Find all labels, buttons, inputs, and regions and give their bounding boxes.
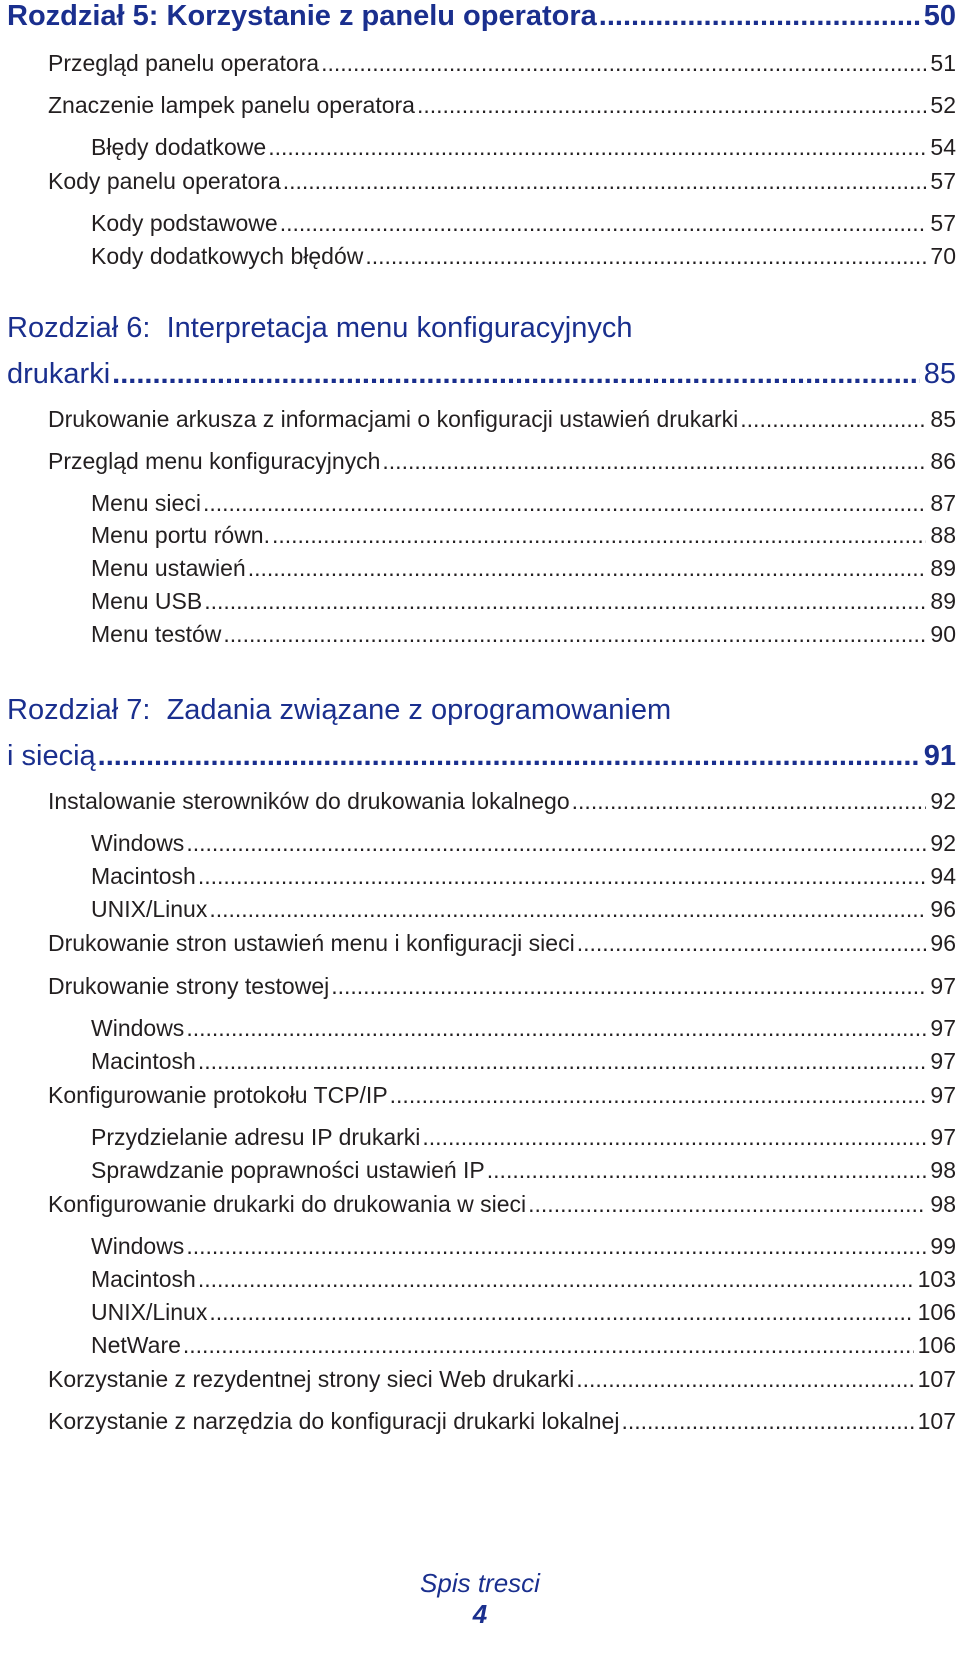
entry-label: Menu portu równ. (91, 522, 270, 548)
leader-dots (98, 740, 920, 773)
toc-subentry[interactable] (91, 555, 956, 582)
leader-dots (417, 92, 926, 119)
entry-label: Menu testów (91, 621, 222, 647)
chapter-6-heading-line2[interactable] (7, 358, 956, 391)
toc-subentry[interactable] (91, 1048, 956, 1075)
leader-dots (576, 1366, 913, 1393)
page-number: 54 (930, 134, 956, 160)
footer-title: Spis tresci (420, 1568, 540, 1598)
entry-label: UNIX/Linux (91, 1299, 208, 1325)
toc-entry[interactable] (48, 50, 956, 77)
entry-label: Korzystanie z narzędzia do konfiguracji drukarki lokalnej (48, 1408, 620, 1434)
leader-dots (390, 1082, 927, 1109)
page-number: 51 (930, 50, 956, 76)
chapter-title-cont: i siecią (7, 740, 96, 772)
leader-dots (283, 168, 927, 195)
leader-dots (198, 863, 927, 890)
page-number: 107 (917, 1366, 956, 1392)
entry-label: Przegląd menu konfiguracyjnych (48, 448, 381, 474)
entry-label: Kody podstawowe (91, 210, 278, 236)
page-number: 89 (930, 588, 956, 614)
toc-subentry[interactable] (91, 134, 956, 161)
toc-entry[interactable] (48, 406, 956, 433)
leader-dots (331, 973, 926, 1000)
entry-label: Drukowanie stron ustawień menu i konfiguracji sieci (48, 930, 575, 956)
chapter-6-heading-line1[interactable] (7, 312, 632, 345)
page-number: 107 (917, 1408, 956, 1434)
leader-dots (528, 1191, 926, 1218)
entry-label: Menu ustawień (91, 555, 246, 581)
toc-subentry[interactable] (91, 1266, 956, 1293)
page-number: 103 (917, 1266, 956, 1292)
toc-entry[interactable] (48, 973, 956, 1000)
entry-label: Kody dodatkowych błędów (91, 243, 364, 269)
toc-subentry[interactable] (91, 522, 956, 549)
entry-label: Sprawdzanie poprawności ustawień IP (91, 1157, 485, 1183)
entry-label: Przydzielanie adresu IP drukarki (91, 1124, 421, 1150)
page-number: 87 (930, 490, 956, 516)
toc-subentry[interactable] (91, 621, 956, 648)
entry-label: Macintosh (91, 863, 196, 889)
page-number: 90 (930, 621, 956, 647)
leader-dots (204, 588, 926, 615)
toc-subentry[interactable] (91, 490, 956, 517)
page-number: 50 (923, 0, 956, 32)
leader-dots (198, 1048, 927, 1075)
page-footer (0, 1568, 960, 1630)
chapter-7-heading-line1[interactable] (7, 694, 671, 727)
page-number: 57 (930, 168, 956, 194)
page-number: 99 (930, 1233, 956, 1259)
leader-dots (321, 50, 926, 77)
page-number: 70 (930, 243, 956, 269)
chapter-5-heading[interactable] (7, 0, 956, 33)
chapter-title: Interpretacja menu konfiguracyjnych (166, 312, 633, 344)
toc-subentry[interactable] (91, 1332, 956, 1359)
toc-subentry[interactable] (91, 830, 956, 857)
page-number: 92 (930, 788, 956, 814)
toc-entry[interactable] (48, 168, 956, 195)
leader-dots (223, 621, 926, 648)
page-number: 96 (930, 896, 956, 922)
toc-entry[interactable] (48, 788, 956, 815)
toc-entry[interactable] (48, 1082, 956, 1109)
page-number: 88 (930, 522, 956, 548)
leader-dots (382, 448, 926, 475)
page-number: 86 (930, 448, 956, 474)
toc-subentry[interactable] (91, 896, 956, 923)
toc-subentry[interactable] (91, 1233, 956, 1260)
entry-label: Korzystanie z rezydentnej strony sieci Web drukarki (48, 1366, 575, 1392)
chapter-prefix: Rozdział 7: (7, 694, 151, 726)
chapter-title: Rozdział 5: Korzystanie z panelu operatora (7, 0, 597, 32)
page-number: 91 (923, 740, 956, 772)
page-number: 94 (930, 863, 956, 889)
entry-label: Drukowanie strony testowej (48, 973, 330, 999)
leader-dots (112, 358, 920, 391)
leader-dots (272, 522, 926, 549)
page-number: 97 (930, 1015, 956, 1041)
leader-dots (209, 896, 926, 923)
toc-subentry[interactable] (91, 1015, 956, 1042)
leader-dots (209, 1299, 913, 1326)
page-number: 98 (930, 1191, 956, 1217)
leader-dots (186, 1233, 926, 1260)
leader-dots (280, 210, 927, 237)
leader-dots (740, 406, 926, 433)
toc-entry[interactable] (48, 448, 956, 475)
toc-entry[interactable] (48, 92, 956, 119)
leader-dots (621, 1408, 913, 1435)
page-number: 106 (917, 1332, 956, 1358)
toc-subentry[interactable] (91, 588, 956, 615)
page-number: 85 (923, 358, 956, 390)
toc-entry[interactable] (48, 930, 956, 957)
chapter-prefix: Rozdział 6: (7, 312, 151, 344)
entry-label: Menu USB (91, 588, 203, 614)
toc-subentry[interactable] (91, 243, 956, 270)
leader-dots (577, 930, 927, 957)
entry-label: Konfigurowanie drukarki do drukowania w sieci (48, 1191, 527, 1217)
entry-label: Znaczenie lampek panelu operatora (48, 92, 415, 118)
entry-label: Macintosh (91, 1048, 196, 1074)
page-number: 97 (930, 1124, 956, 1150)
toc-subentry[interactable] (91, 863, 956, 890)
page-number: 106 (917, 1299, 956, 1325)
toc-subentry[interactable] (91, 1299, 956, 1326)
chapter-7-heading-line2[interactable] (7, 740, 956, 773)
page-number: 96 (930, 930, 956, 956)
toc-entry[interactable] (48, 1408, 956, 1435)
toc-entry[interactable] (48, 1191, 956, 1218)
page-number: 57 (930, 210, 956, 236)
entry-label: Instalowanie sterowników do drukowania lokalnego (48, 788, 570, 814)
leader-dots (365, 243, 926, 270)
toc-entry[interactable] (48, 1366, 956, 1393)
leader-dots (599, 0, 920, 33)
entry-label: UNIX/Linux (91, 896, 208, 922)
leader-dots (487, 1157, 927, 1184)
page-number: 92 (930, 830, 956, 856)
page-number: 89 (930, 555, 956, 581)
entry-label: Kody panelu operatora (48, 168, 281, 194)
leader-dots (186, 1015, 926, 1042)
entry-label: Windows (91, 830, 185, 856)
leader-dots (268, 134, 926, 161)
entry-label: Konfigurowanie protokołu TCP/IP (48, 1082, 388, 1108)
page-number: 98 (930, 1157, 956, 1183)
chapter-title-cont: drukarki (7, 358, 111, 390)
entry-label: Windows (91, 1233, 185, 1259)
toc-subentry[interactable] (91, 1124, 956, 1151)
page-number: 52 (930, 92, 956, 118)
leader-dots (186, 830, 926, 857)
chapter-title: Zadania związane z oprogramowaniem (166, 694, 672, 726)
page-number: 97 (930, 1048, 956, 1074)
footer-page-number: 4 (472, 1599, 488, 1629)
entry-label: NetWare (91, 1332, 181, 1358)
leader-dots (422, 1124, 926, 1151)
leader-dots (198, 1266, 914, 1293)
entry-label: Przegląd panelu operatora (48, 50, 320, 76)
page-number: 97 (930, 973, 956, 999)
toc-subentry[interactable] (91, 1157, 956, 1184)
entry-label: Drukowanie arkusza z informacjami o konfiguracji ustawień drukarki (48, 406, 739, 432)
entry-label: Macintosh (91, 1266, 196, 1292)
entry-label: Menu sieci (91, 490, 201, 516)
leader-dots (572, 788, 927, 815)
leader-dots (248, 555, 927, 582)
entry-label: Błędy dodatkowe (91, 134, 267, 160)
page-number: 97 (930, 1082, 956, 1108)
toc-subentry[interactable] (91, 210, 956, 237)
entry-label: Windows (91, 1015, 185, 1041)
page-number: 85 (930, 406, 956, 432)
leader-dots (183, 1332, 914, 1359)
leader-dots (203, 490, 926, 517)
